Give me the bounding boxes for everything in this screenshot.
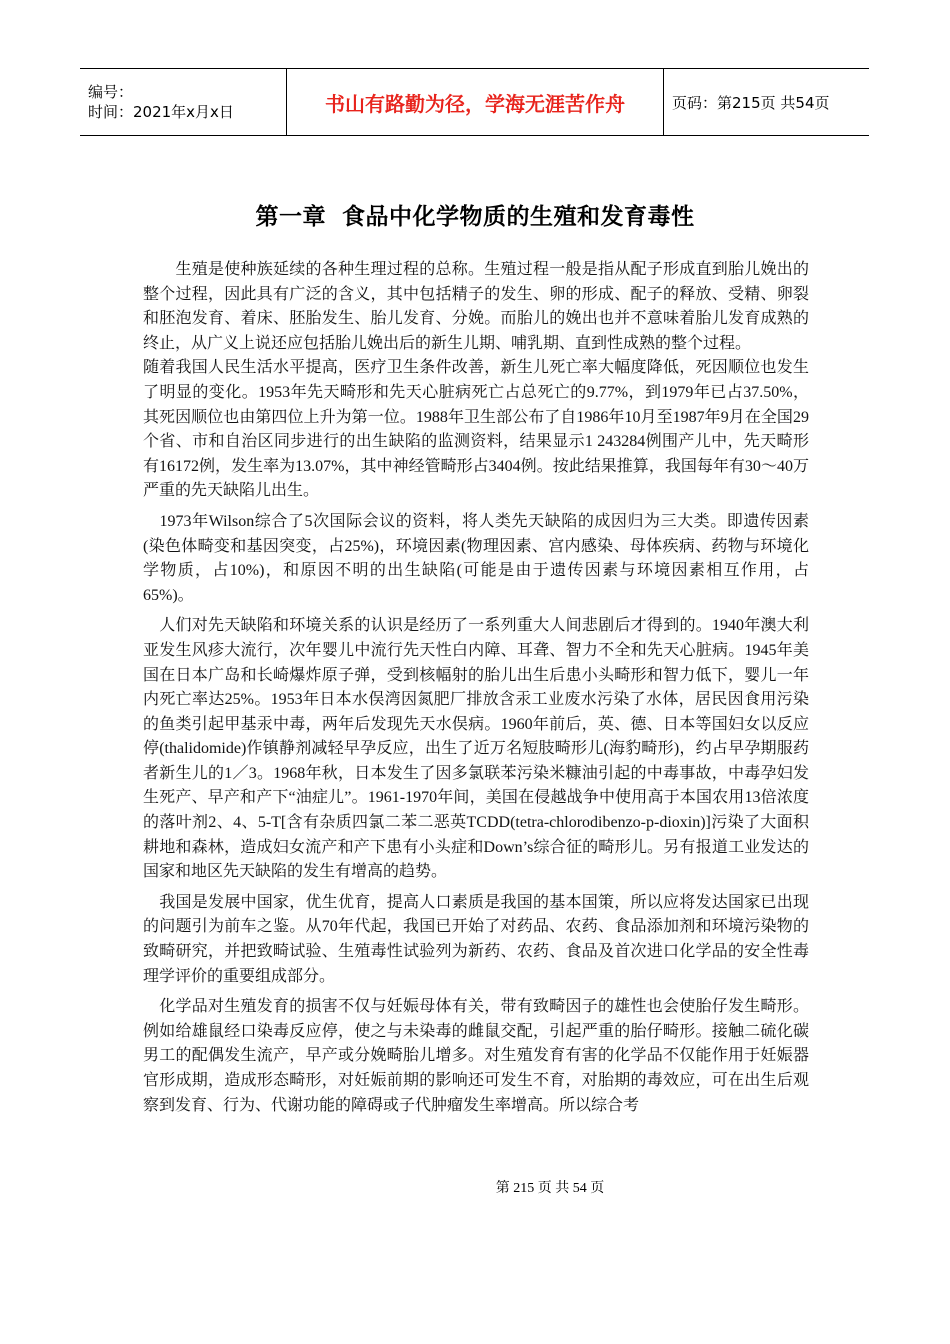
header-motto: 书山有路勤为径，学海无涯苦作舟 — [287, 69, 664, 136]
paragraph-3: 1973年Wilson综合了5次国际会议的资料，将人类先天缺陷的成因归为三大类。即遗传因素(染色体畸变和基因突变，占25%)，环境因素(物理因素、宫内感染、母体疾病、药物与环境化学物质，占10%)，和原因不明的出生缺陷(可能是由于遗传因素与环境因素相互作用，占65%)。 — [143, 512, 809, 604]
paragraph-6: 化学品对生殖发育的损害不仅与妊娠母体有关，带有致畸因子的雄性也会使胎仔发生畸形。例如给雄鼠经口染毒反应停，使之与未染毒的雌鼠交配，引起严重的胎仔畸形。接触二硫化碳男工的配偶发生流产，早产或分娩畸胎儿增多。对生殖发育有害的化学品不仅能作用于妊娠器官形成期，造成形态畸形，对妊娠前期的影响还可发生不育，对胎期的毒效应，可在出生后观察到发育、行为、代谢功能的障碍或子代肿瘤发生率增高。所以综合考 — [143, 998, 809, 1114]
page-header — [80, 68, 869, 136]
body-text — [143, 258, 809, 1118]
paragraph-5: 我国是发展中国家，优生优育，提高人口素质是我国的基本国策，所以应将发达国家已出现的问题引为前车之鉴。从70年代起，我国已开始了对药品、农药、食品添加剂和环境污染物的致畸研究，并把致畸试验、生殖毒性试验列为新药、农药、食品及首次进口化学品的安全性毒理学评价的重要组成部分。 — [143, 893, 809, 985]
chapter-title — [0, 198, 950, 231]
document-date-label: 时间：2021年x月x日 — [88, 103, 234, 121]
paragraph-2: 随着我国人民生活水平提高，医疗卫生条件改善，新生儿死亡率大幅度降低，死因顺位也发生了明显的变化。1953年先天畸形和先天心脏病死亡占总死亡的9.77%，到1979年已占37.50%，其死因顺位也由第四位上升为第一位。1988年卫生部公布了自1986年10月至1987年9月在全国29个省、市和自治区同步进行的出生缺陷的监测资料，结果显示1 243284例围产儿中，先天畸形有16172例，发生率为13.07%，其中神经管畸形占3404例。按此结果推算，我国每年有30～40万严重的先天缺陷儿出生。 — [143, 359, 809, 500]
header-page-info: 页码：第215页 共54页 — [664, 69, 870, 136]
header-meta — [80, 69, 287, 136]
page-footer: 第 215 页 共 54 页 — [495, 1181, 605, 1196]
chapter-title-text: 食品中化学物质的生殖和发育毒性 — [342, 204, 695, 230]
paragraph-1: 生殖是使种族延续的各种生理过程的总称。生殖过程一般是指从配子形成直到胎儿娩出的整个过程，因此具有广泛的含义，其中包括精子的发生、卵的形成、配子的释放、受精、卵裂和胚泡发育、着床、胚胎发生、胎儿发育、分娩。而胎儿的娩出也并不意味着胎儿发育成熟的终止，从广义上说还应包括胎儿娩出后的新生儿期、哺乳期、直到性成熟的整个过程。 — [143, 261, 809, 352]
paragraph-4: 人们对先天缺陷和环境关系的认识是经历了一系列重大人间悲剧后才得到的。1940年澳大利亚发生风疹大流行，次年婴儿中流行先天性白内障、耳聋、智力不全和先天心脏病。1945年美国在日本广岛和长崎爆炸原子弹，受到核幅射的胎儿出生后患小头畸形和智力低下，婴儿一年内死亡率达25%。1953年日本水俣湾因氮肥厂排放含汞工业废水污染了水体，居民因食用污染的鱼类引起甲基汞中毒，两年后发现先天水俣病。1960年前后，英、德、日本等国妇女以反应停(thalidomide)作镇静剂减轻早孕反应，出生了近万名短肢畸形儿(海豹畸形)，约占早孕期服药者新生儿的1／3。1968年秋，日本发生了因多氯联苯污染米糠油引起的中毒事故，中毒孕妇发生死产、早产和产下“油症儿”。1961-1970年间，美国在侵越战争中使用高于本国农用13倍浓度的落叶剂2、4、5-T[含有杂质四氯二苯二恶英TCDD(tetra-chlorodibenzo-p-dioxin)]污染了大面积耕地和森林，造成妇女流产和产下患有小头症和Down’s综合征的畸形儿。另有报道工业发达的国家和地区先天缺陷的发生有增高的趋势。 — [143, 617, 809, 881]
document-number-label: 编号： — [88, 83, 134, 101]
chapter-number: 第一章 — [255, 204, 326, 230]
